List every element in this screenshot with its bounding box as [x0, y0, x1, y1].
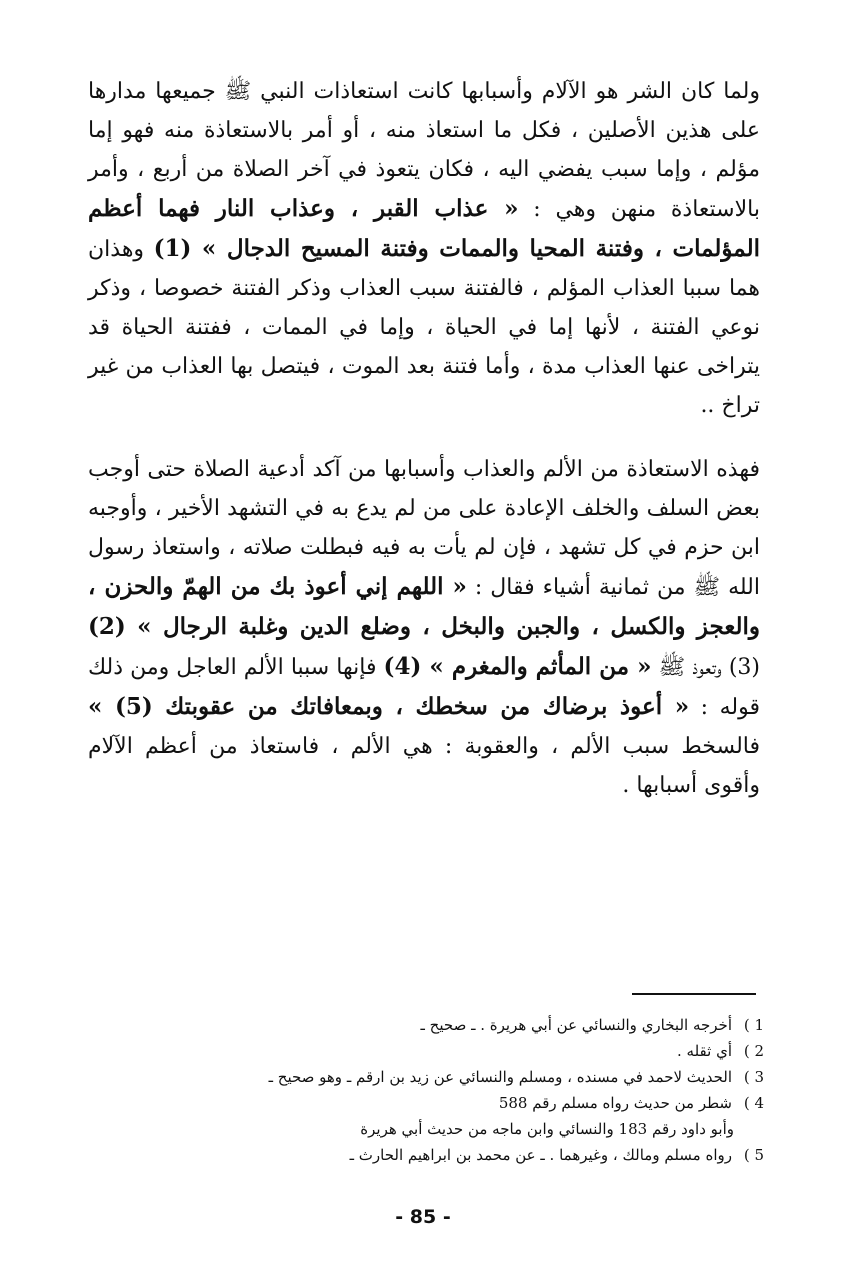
paragraph-text: ولما كان الشر هو الآلام وأسبابها كانت استعاذات النبي ﷺ جميعها مدارها على هذين الأصلين ، فكل ما استعاذ منه ، أو أمر بالاستعاذة منه فهو إما مؤلم ، وإما سبب يفضي اليه ، فكان يتعوذ في آخر الصلاة من أربع ، وأمر بالاستعاذة منهن وهي : [88, 79, 760, 222]
footnote-number: 4 ) [743, 1094, 764, 1112]
footnote-text: أخرجه البخاري والنسائي عن أبي هريرة . ـ صحيح ـ [420, 1016, 732, 1034]
footnote-separator [632, 993, 756, 995]
paragraph-text: فالسخط سبب الألم ، والعقوبة : هي الألم ، فاستعاذ من أعظم الآلام وأقوى أسبابها . [88, 734, 760, 798]
footnote-item [190, 1090, 764, 1116]
paragraph-text: (3) وتعوذ ﷺ [651, 655, 760, 680]
paragraph-text: فهذه الاستعاذة من الألم والعذاب وأسبابها من آكد أدعية الصلاة حتى أوجب بعض السلف والخلف الإعادة على من لم يدع به في التشهد الأخير ، وأوجبه ابن حزم في كل تشهد ، فإن لم يأت به فيه فبطلت صلاته ، واستعاذ رسول الله ﷺ من ثمانية أشياء فقال : [88, 457, 760, 600]
footnote-item [190, 1064, 764, 1090]
footnotes [190, 1012, 764, 1168]
paragraph-text: فإنها سببا الألم العاجل ومن ذلك قوله : [88, 655, 760, 720]
footnote-number: 2 ) [743, 1042, 764, 1060]
footnote-text: رواه مسلم ومالك ، وغيرهما . ـ عن محمد بن ابراهيم الحارث ـ [349, 1146, 732, 1164]
footnote-item [190, 1038, 764, 1064]
footnote-text: شطر من حديث رواه مسلم رقم 588 [498, 1094, 732, 1112]
page-number: - 85 - [395, 1206, 451, 1228]
main-paragraph-1 [88, 72, 760, 425]
main-paragraph-2 [88, 450, 760, 805]
hadith-quote: « اللهم إني أعوذ بك من الهمّ والحزن ، والعجز والكسل ، والجبن والبخل ، وضلع الدين وغلبة الرجال » (2) [88, 573, 760, 640]
footnote-continuation [190, 1116, 764, 1142]
hadith-quote: « من المأثم والمغرم » (4) [383, 653, 652, 680]
footnote-number: 3 ) [743, 1068, 764, 1086]
footnote-number: 1 ) [743, 1016, 764, 1034]
footnote-number: 5 ) [743, 1146, 764, 1164]
footnote-item [190, 1012, 764, 1038]
hadith-quote: « عذاب القبر ، وعذاب النار فهما أعظم المؤلمات ، وفتنة المحيا والممات وفتنة المسيح الدجال » (1) [88, 195, 760, 262]
footnote-text: وأبو داود رقم 183 والنسائي وابن ماجه من حديث أبي هريرة [360, 1120, 734, 1138]
footnote-item [190, 1142, 764, 1168]
footnote-text: أي ثقله . [677, 1042, 732, 1060]
paragraph-text: وهذان هما سببا العذاب المؤلم ، فالفتنة سبب العذاب وذكر الفتنة خصوصا ، وذكر نوعي الفتنة ، لأنها إما في الحياة ، وإما في الممات ، ففتنة الحياة قد يتراخى عنها العذاب مدة ، وأما فتنة بعد الموت ، فيتصل بها العذاب من غير تراخ .. [88, 237, 760, 418]
hadith-quote: « أعوذ برضاك من سخطك ، وبمعافاتك من عقوبتك (5) » [88, 693, 690, 720]
footnote-text: الحديث لاحمد في مسنده ، ومسلم والنسائي عن زيد بن ارقم ـ وهو صحيح ـ [268, 1068, 732, 1086]
